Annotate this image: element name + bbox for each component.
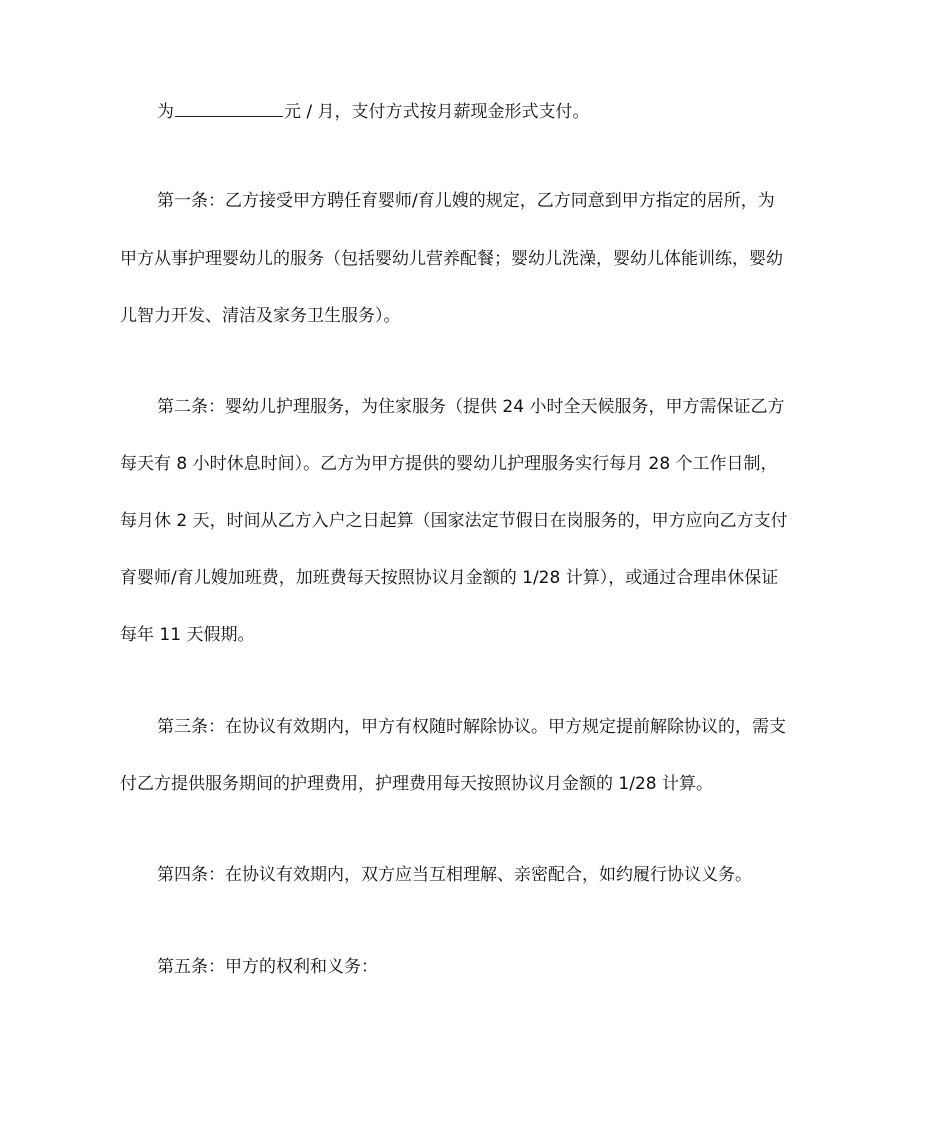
amount-blank <box>175 98 283 117</box>
payment-suffix: 元 / 月，支付方式按月薪现金形式支付。 <box>284 102 590 122</box>
article-3-line-1: 第三条：在协议有效期内，甲方有权随时解除协议。甲方规定提前解除协议的，需支 <box>157 717 786 737</box>
article-2-line-2: 每天有 8 小时休息时间）。乙方为甲方提供的婴幼儿护理服务实行每月 28 个工作日制， <box>120 454 778 474</box>
article-2-line-1: 第二条：婴幼儿护理服务，为住家服务（提供 24 小时全天候服务，甲方需保证乙方 <box>157 397 785 417</box>
article-2-line-5: 每年 11 天假期。 <box>120 625 255 645</box>
article-1-line-3: 儿智力开发、清洁及家务卫生服务）。 <box>120 306 401 326</box>
article-5-line-1: 第五条：甲方的权利和义务： <box>157 957 378 977</box>
article-4-line-1: 第四条：在协议有效期内，双方应当互相理解、亲密配合，如约履行协议义务。 <box>157 865 752 885</box>
payment-line <box>157 98 840 124</box>
article-1-line-2: 甲方从事护理婴幼儿的服务（包括婴幼儿营养配餐；婴幼儿洗澡，婴幼儿体能训练，婴幼 <box>120 249 783 269</box>
payment-prefix: 为 <box>157 102 174 122</box>
article-2-line-3: 每月休 2 天，时间从乙方入户之日起算（国家法定节假日在岗服务的，甲方应向乙方支付 <box>120 511 788 531</box>
article-1-line-1: 第一条：乙方接受甲方聘任育婴师/育儿嫂的规定，乙方同意到甲方指定的居所，为 <box>157 191 775 211</box>
article-2-line-4: 育婴师/育儿嫂加班费，加班费每天按照协议月金额的 1/28 计算），或通过合理串休保证 <box>120 568 779 588</box>
article-3-line-2: 付乙方提供服务期间的护理费用，护理费用每天按照协议月金额的 1/28 计算。 <box>120 774 713 794</box>
